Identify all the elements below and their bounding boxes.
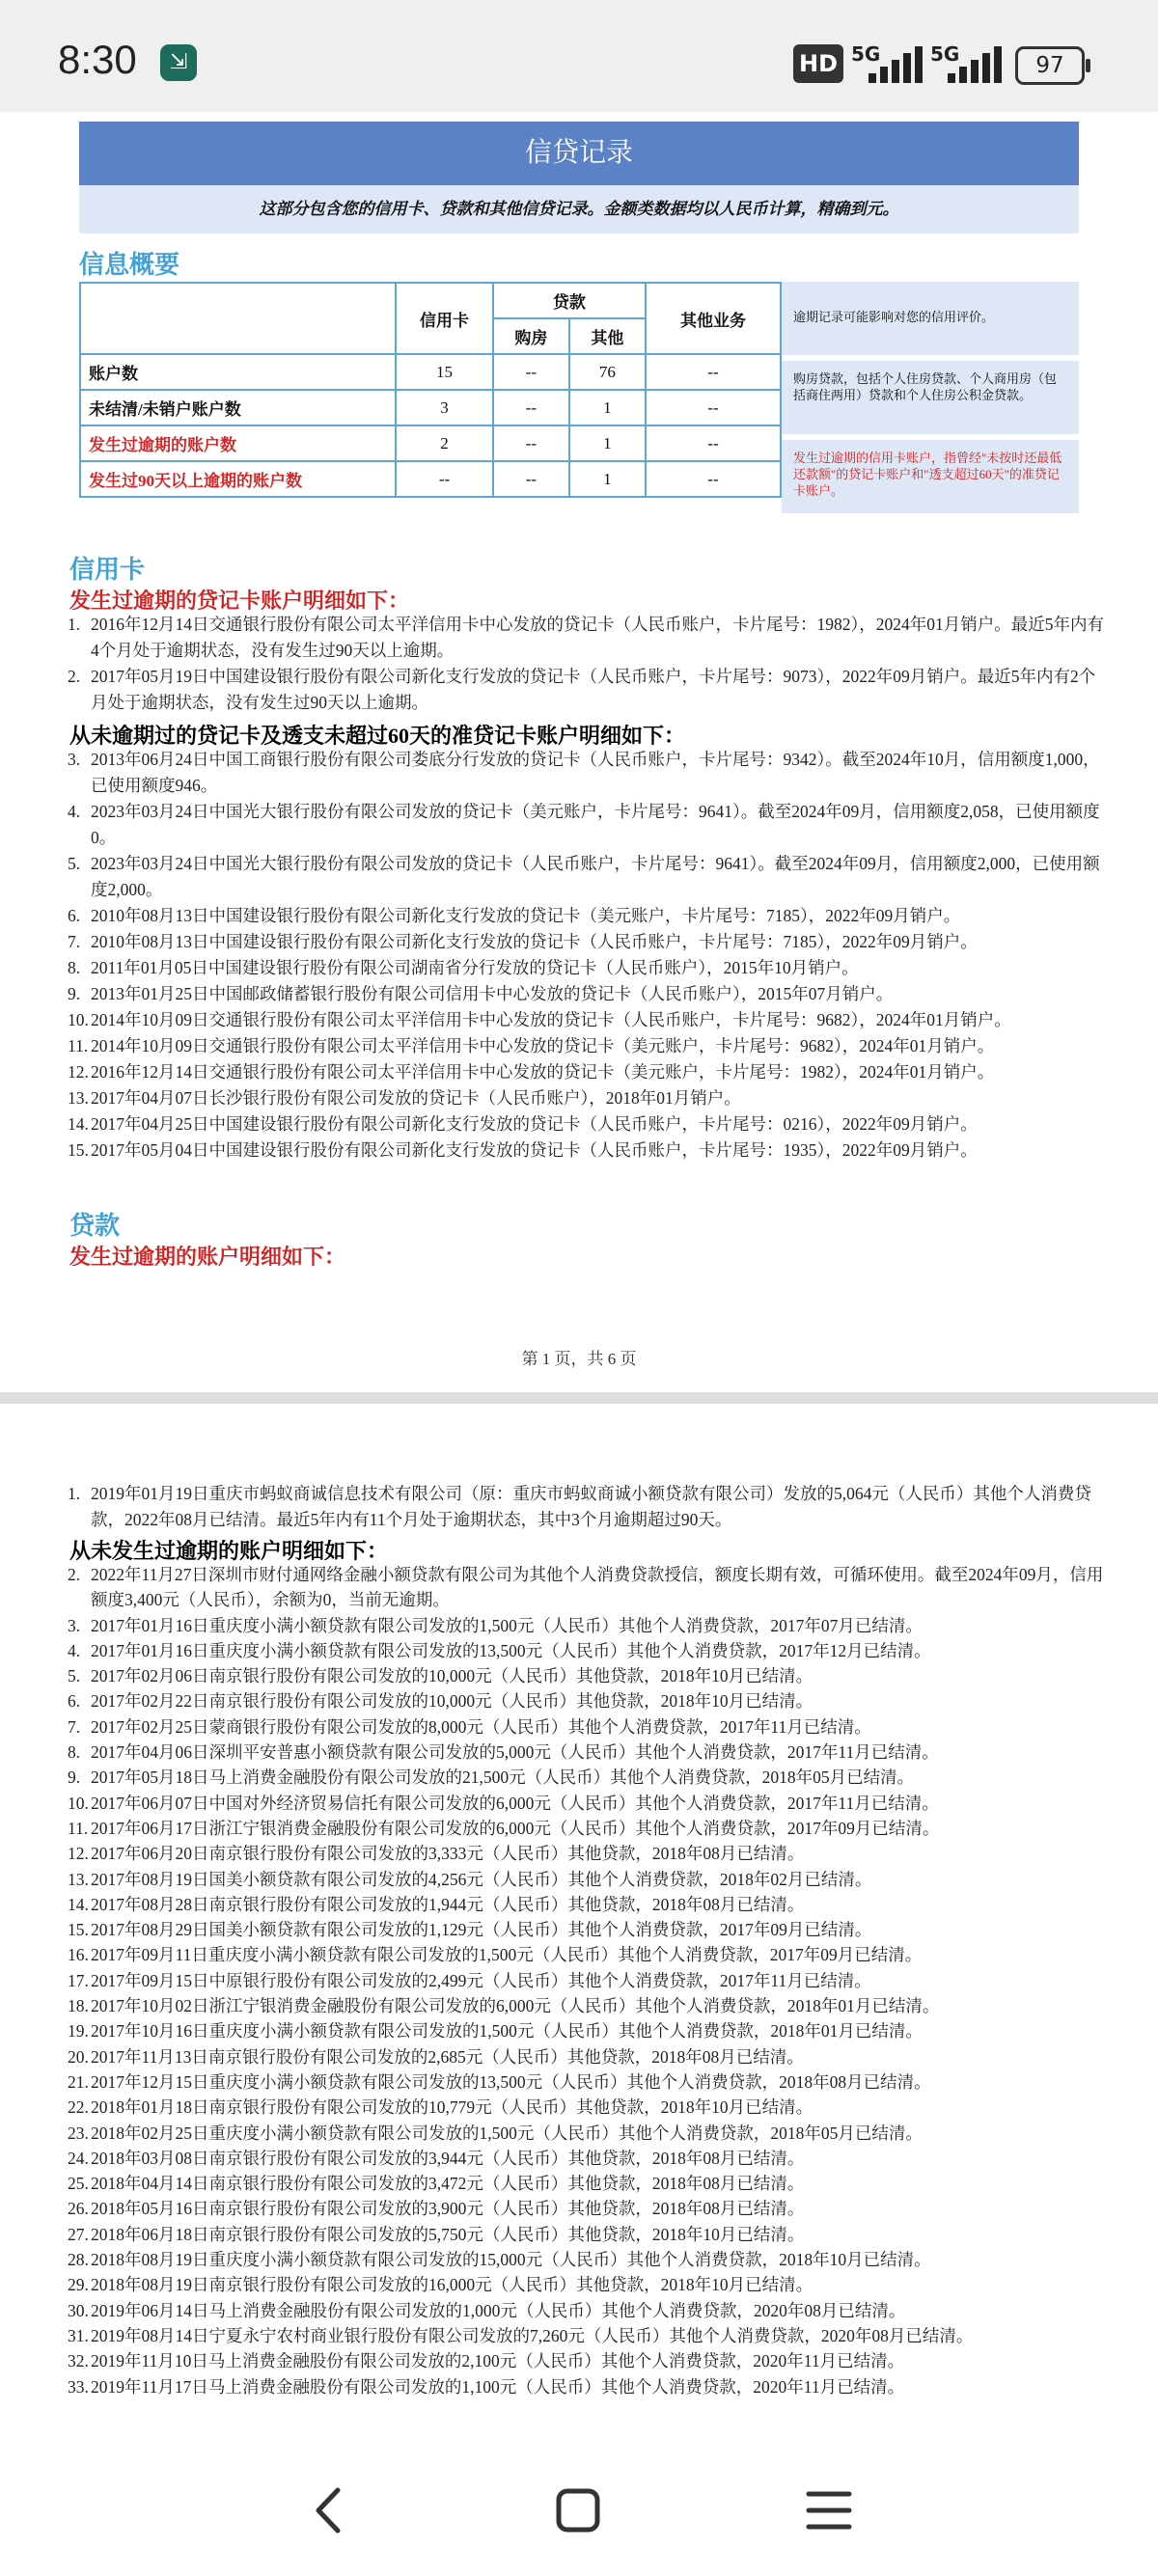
list-item: 7. 2017年02月25日蒙商银行股份有限公司发放的8,000元（人民币）其他个人消费贷款，2017年11月已结清。	[68, 1716, 871, 1737]
loan-normal-heading: 从未发生过逾期的账户明细如下：	[69, 1539, 389, 1563]
overview-heading: 信息概要	[79, 251, 180, 279]
cc-overdue-list	[68, 612, 1104, 716]
table-row	[80, 461, 781, 497]
cell-other: 1	[569, 461, 646, 497]
app-notification-icon: ⇲	[160, 44, 197, 81]
list-item: 6. 2017年02月22日南京银行股份有限公司发放的10,000元（人民币）其他贷款，2018年10月已结清。	[68, 1691, 813, 1712]
col-other-business: 其他业务	[646, 283, 781, 354]
list-item: 27. 2018年06月18日南京银行股份有限公司发放的5,750元（人民币）其他贷款，2018年10月已结清。	[68, 2224, 805, 2244]
list-item: 8. 2017年04月06日深圳平安普惠小额贷款有限公司发放的5,000元（人民币）其他个人消费贷款，2017年11月已结清。	[68, 1742, 939, 1763]
list-item: 11. 2017年06月17日浙江宁银消费金融股份有限公司发放的6,000元（人民币）其他个人消费贷款，2017年09月已结清。	[68, 1818, 940, 1838]
list-item: 19. 2017年10月16日重庆度小满小额贷款有限公司发放的1,500元（人民币）其他个人消费贷款，2018年01月已结清。	[68, 2021, 923, 2042]
list-item: 29. 2018年08月19日南京银行股份有限公司发放的16,000元（人民币）其他贷款，2018年10月已结清。	[68, 2275, 813, 2295]
cc-normal-list	[68, 747, 1104, 1164]
report-page-2[interactable]	[0, 1404, 1158, 2438]
list-item: 28. 2018年08月19日重庆度小满小额贷款有限公司发放的15,000元（人民币）其他个人消费贷款，2018年10月已结清。	[68, 2250, 931, 2270]
list-item: 3. 2013年06月24日中国工商银行股份有限公司娄底分行发放的贷记卡（人民币账户，卡片尾号：9342）。截至2024年10月，信用额度1,000，已使用额度946。	[68, 750, 1100, 795]
list-item: 20. 2017年11月13日南京银行股份有限公司发放的2,685元（人民币）其他贷款，2018年08月已结清。	[68, 2046, 804, 2067]
notes-column	[782, 282, 1079, 519]
cell-business: --	[646, 425, 781, 461]
cell-other: 1	[569, 425, 646, 461]
list-item: 12. 2016年12月14日交通银行股份有限公司太平洋信用卡中心发放的贷记卡（美元账户，卡片尾号：1982），2024年01月销户。	[68, 1062, 995, 1082]
list-item: 10. 2014年10月09日交通银行股份有限公司太平洋信用卡中心发放的贷记卡（人民币账户，卡片尾号：9682），2024年01月销户。	[68, 1010, 1011, 1029]
network-type-1: 5G	[851, 42, 881, 66]
list-item: 32. 2019年11月10日马上消费金融股份有限公司发放的2,100元（人民币）其他个人消费贷款，2020年11月已结清。	[68, 2351, 905, 2371]
row-label: 未结清/未销户账户数	[80, 390, 396, 425]
col-mortgage: 购房	[493, 318, 569, 354]
cell-credit: 3	[396, 390, 493, 425]
list-item: 2. 2022年11月27日深圳市财付通网络金融小额贷款有限公司为其他个人消费贷款授信，额度长期有效，可循环使用。截至2024年09月，信用额度3,400元（人民币），余额为0，当前无逾期。	[68, 1565, 1104, 1610]
cc-overdue-heading: 发生过逾期的贷记卡账户明细如下：	[69, 589, 410, 613]
list-item: 13. 2017年08月19日国美小额贷款有限公司发放的4,256元（人民币）其他个人消费贷款，2018年02月已结清。	[68, 1869, 872, 1889]
list-item: 21. 2017年12月15日重庆度小满小额贷款有限公司发放的13,500元（人民币）其他个人消费贷款，2018年08月已结清。	[68, 2071, 931, 2092]
summary-table	[79, 282, 782, 498]
list-item: 16. 2017年09月11日重庆度小满小额贷款有限公司发放的1,500元（人民币）其他个人消费贷款，2017年09月已结清。	[68, 1945, 923, 1965]
list-item: 2. 2017年05月19日中国建设银行股份有限公司新化支行发放的贷记卡（人民币账户，卡片尾号：9073），2022年09月销户。最近5年内有2个月处于逾期状态，没有发生过90天以上逾期。	[68, 667, 1096, 712]
table-row	[80, 354, 781, 390]
list-item: 9. 2013年01月25日中国邮政储蓄银行股份有限公司信用卡中心发放的贷记卡（人民币账户），2015年07月销户。	[68, 984, 894, 1003]
report-subtitle: 这部分包含您的信用卡、贷款和其他信贷记录。金额类数据均以人民币计算，精确到元。	[79, 185, 1079, 233]
list-item: 5. 2017年02月06日南京银行股份有限公司发放的10,000元（人民币）其他贷款，2018年10月已结清。	[68, 1666, 813, 1686]
list-item: 10. 2017年06月07日中国对外经济贸易信托有限公司发放的6,000元（人民币）其他个人消费贷款，2017年11月已结清。	[68, 1793, 939, 1813]
note-overdue-impact: 逾期记录可能影响对您的信用评价。	[782, 282, 1079, 355]
cell-mortgage: --	[493, 390, 569, 425]
list-item: 24. 2018年03月08日南京银行股份有限公司发放的3,944元（人民币）其他贷款，2018年08月已结清。	[68, 2148, 805, 2168]
col-loan: 贷款	[493, 283, 646, 318]
report-page-1[interactable]	[0, 112, 1158, 1392]
hd-indicator: HD	[793, 44, 843, 83]
cell-credit: 15	[396, 354, 493, 390]
row-label: 账户数	[80, 354, 396, 390]
list-item: 30. 2019年06月14日马上消费金融股份有限公司发放的1,000元（人民币）其他个人消费贷款，2020年08月已结清。	[68, 2300, 906, 2320]
page-footer: 第 1 页，共 6 页	[521, 1350, 637, 1368]
report-title: 信贷记录	[79, 122, 1079, 185]
list-item: 13. 2017年04月07日长沙银行股份有限公司发放的贷记卡（人民币账户），2018年01月销户。	[68, 1088, 741, 1108]
menu-icon[interactable]	[795, 2477, 863, 2544]
list-item: 1. 2016年12月14日交通银行股份有限公司太平洋信用卡中心发放的贷记卡（人民币账户，卡片尾号：1982），2024年01月销户。最近5年内有4个月处于逾期状态，没有发生过90天以上逾期。	[68, 615, 1104, 660]
col-credit-card: 信用卡	[396, 283, 493, 354]
list-item: 15. 2017年08月29日国美小额贷款有限公司发放的1,129元（人民币）其他个人消费贷款，2017年09月已结清。	[68, 1920, 872, 1940]
list-item: 15. 2017年05月04日中国建设银行股份有限公司新化支行发放的贷记卡（人民币账户，卡片尾号：1935），2022年09月销户。	[68, 1140, 978, 1160]
row-label: 发生过逾期的账户数	[80, 425, 396, 461]
table-row	[80, 390, 781, 425]
note-mortgage-definition: 购房贷款，包括个人住房贷款、个人商用房（包括商住两用）贷款和个人住房公积金贷款。	[782, 361, 1079, 434]
navigation-bar	[0, 2438, 1158, 2576]
cell-business: --	[646, 390, 781, 425]
list-item: 18. 2017年10月02日浙江宁银消费金融股份有限公司发放的6,000元（人民币）其他个人消费贷款，2018年01月已结清。	[68, 1996, 940, 2016]
list-item: 12. 2017年06月20日南京银行股份有限公司发放的3,333元（人民币）其他贷款，2018年08月已结清。	[68, 1844, 805, 1864]
credit-card-heading: 信用卡	[69, 556, 146, 584]
list-item: 1. 2019年01月19日重庆市蚂蚁商诚信息技术有限公司（原：重庆市蚂蚁商诚小额贷款有限公司）发放的5,064元（人民币）其他个人消费贷款，2022年08月已结清。最近5年内有11个月处于逾期状态，其中3个月逾期超过90天。	[68, 1484, 1091, 1529]
cell-other: 76	[569, 354, 646, 390]
list-item: 7. 2010年08月13日中国建设银行股份有限公司新化支行发放的贷记卡（人民币账户，卡片尾号：7185），2022年09月销户。	[68, 932, 978, 951]
list-item: 26. 2018年05月16日南京银行股份有限公司发放的3,900元（人民币）其他贷款，2018年08月已结清。	[68, 2199, 805, 2219]
cell-mortgage: --	[493, 461, 569, 497]
cell-mortgage: --	[493, 354, 569, 390]
list-item: 33. 2019年11月17日马上消费金融股份有限公司发放的1,100元（人民币）其他个人消费贷款，2020年11月已结清。	[68, 2376, 905, 2397]
list-item: 4. 2017年01月16日重庆度小满小额贷款有限公司发放的13,500元（人民币）其他个人消费贷款，2017年12月已结清。	[68, 1640, 931, 1660]
signal-icon-2	[948, 46, 1006, 83]
status-time: 8:30	[58, 37, 137, 82]
loan-overdue-heading: 发生过逾期的账户明细如下：	[69, 1245, 346, 1269]
col-other: 其他	[569, 318, 646, 354]
loan-overdue-list	[68, 1481, 1104, 1533]
list-item: 23. 2018年02月25日重庆度小满小额贷款有限公司发放的1,500元（人民币）其他个人消费贷款，2018年05月已结清。	[68, 2123, 923, 2143]
home-icon[interactable]	[544, 2477, 612, 2544]
note-overdue-definition: 发生过逾期的信用卡账户，指曾经"未按时还最低还款额"的贷记卡账户和"透支超过60天"的准贷记卡账户。	[782, 440, 1079, 513]
back-icon[interactable]	[295, 2477, 363, 2544]
status-bar	[0, 0, 1158, 112]
list-item: 8. 2011年01月05日中国建设银行股份有限公司湖南省分行发放的贷记卡（人民币账户），2015年10月销户。	[68, 958, 859, 977]
signal-icon	[868, 46, 926, 83]
loan-normal-list	[68, 1562, 1104, 2399]
cell-business: --	[646, 354, 781, 390]
list-item: 11. 2014年10月09日交通银行股份有限公司太平洋信用卡中心发放的贷记卡（美元账户，卡片尾号：9682），2024年01月销户。	[68, 1036, 995, 1055]
list-item: 17. 2017年09月15日中原银行股份有限公司发放的2,499元（人民币）其他个人消费贷款，2017年11月已结清。	[68, 1970, 871, 1990]
network-type-2: 5G	[930, 42, 960, 66]
cell-credit: --	[396, 461, 493, 497]
cell-other: 1	[569, 390, 646, 425]
list-item: 22. 2018年01月18日南京银行股份有限公司发放的10,779元（人民币）其他贷款，2018年10月已结清。	[68, 2097, 813, 2118]
cc-normal-heading: 从未逾期过的贷记卡及透支未超过60天的准贷记卡账户明细如下：	[69, 724, 686, 748]
list-item: 25. 2018年04月14日南京银行股份有限公司发放的3,472元（人民币）其他贷款，2018年08月已结清。	[68, 2174, 805, 2194]
table-corner	[80, 283, 396, 354]
list-item: 4. 2023年03月24日中国光大银行股份有限公司发放的贷记卡（美元账户，卡片尾号：9641）。截至2024年09月，信用额度2,058，已使用额度0。	[68, 802, 1100, 847]
list-item: 9. 2017年05月18日马上消费金融股份有限公司发放的21,500元（人民币）其他个人消费贷款，2018年05月已结清。	[68, 1768, 915, 1788]
list-item: 31. 2019年08月14日宁夏永宁农村商业银行股份有限公司发放的7,260元（人民币）其他个人消费贷款，2020年08月已结清。	[68, 2325, 974, 2345]
page-separator	[0, 1392, 1158, 1404]
cell-credit: 2	[396, 425, 493, 461]
list-item: 6. 2010年08月13日中国建设银行股份有限公司新化支行发放的贷记卡（美元账户，卡片尾号：7185），2022年09月销户。	[68, 906, 961, 925]
list-item: 14. 2017年08月28日南京银行股份有限公司发放的1,944元（人民币）其他贷款，2018年08月已结清。	[68, 1894, 805, 1914]
cell-mortgage: --	[493, 425, 569, 461]
battery-icon: 97	[1015, 46, 1085, 85]
list-item: 5. 2023年03月24日中国光大银行股份有限公司发放的贷记卡（人民币账户，卡片尾号：9641）。截至2024年09月，信用额度2,000，已使用额度2,000。	[68, 854, 1100, 899]
table-row	[80, 425, 781, 461]
loan-heading: 贷款	[69, 1212, 121, 1240]
cell-business: --	[646, 461, 781, 497]
list-item: 3. 2017年01月16日重庆度小满小额贷款有限公司发放的1,500元（人民币）其他个人消费贷款，2017年07月已结清。	[68, 1615, 923, 1635]
row-label: 发生过90天以上逾期的账户数	[80, 461, 396, 497]
list-item: 14. 2017年04月25日中国建设银行股份有限公司新化支行发放的贷记卡（人民币账户，卡片尾号：0216），2022年09月销户。	[68, 1114, 978, 1134]
